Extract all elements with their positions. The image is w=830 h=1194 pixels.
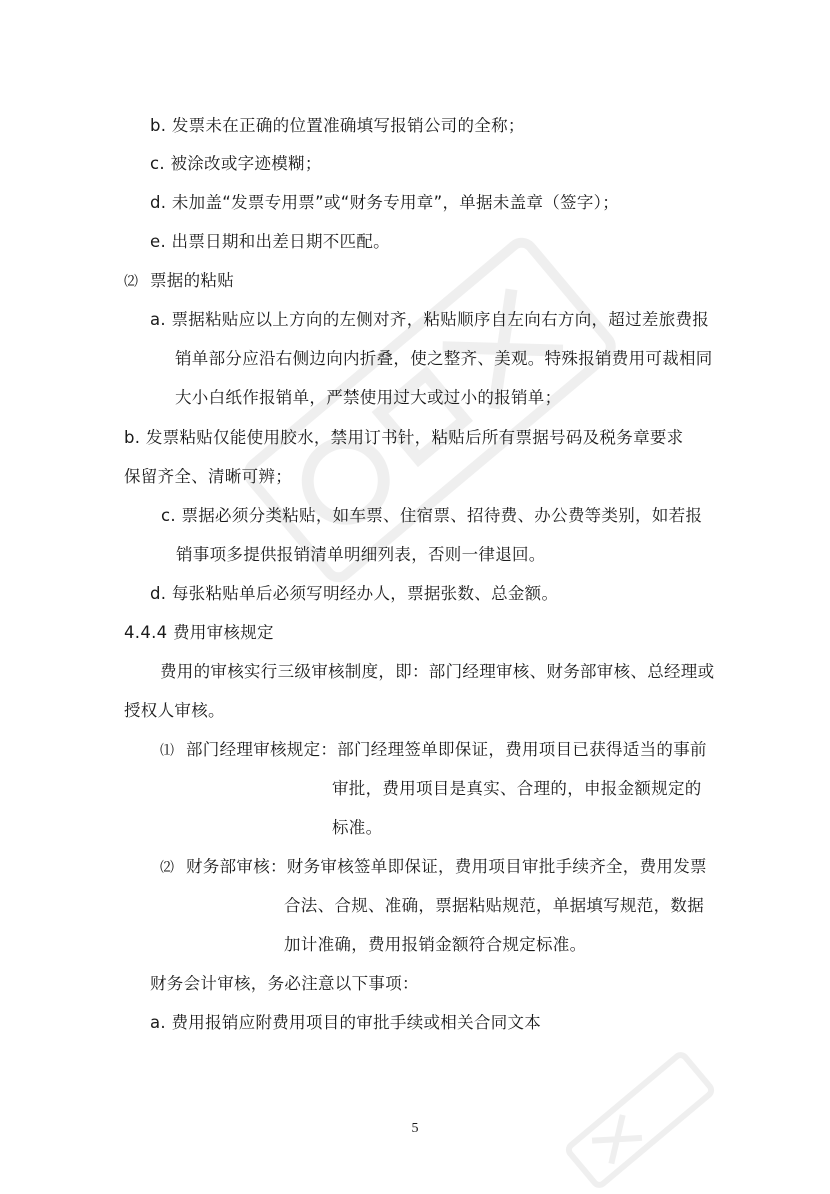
text-line: a. 费用报销应附费用项目的审批手续或相关合同文本 <box>150 1013 542 1032</box>
section-heading: 4.4.4 费用审核规定 <box>124 623 274 642</box>
text-line: 销事项多提供报销清单明细列表，否则一律退回。 <box>176 545 546 564</box>
text-line: c. 票据必须分类粘贴，如车票、住宿票、招待费、办公费等类别，如若报 <box>161 506 703 525</box>
page-number: 5 <box>411 1121 419 1136</box>
text-line: e. 出票日期和出差日期不匹配。 <box>150 232 390 251</box>
list-marker: ⑴ <box>160 743 175 759</box>
section-heading: 票据的粘贴 <box>150 271 234 290</box>
text-line: d. 未加盖“发票专用票”或“财务专用章”，单据未盖章（签字）； <box>150 193 620 212</box>
text-line: b. 发票粘贴仅能使用胶水，禁用订书针，粘贴后所有票据号码及税务章要求 <box>124 428 684 447</box>
text-line: 销单部分应沿右侧边向内折叠，使之整齐、美观。特殊报销费用可裁相同 <box>175 349 713 368</box>
text-line: 财务部审核：财务审核签单即保证，费用项目审批手续齐全，费用发票 <box>186 857 707 876</box>
text-line: 财务会计审核，务必注意以下事项： <box>150 974 419 993</box>
text-line: d. 每张粘贴单后必须写明经办人，票据张数、总金额。 <box>150 584 559 603</box>
text-line: 审批，费用项目是真实、合理的，申报金额规定的 <box>332 779 702 798</box>
text-line: c. 被涂改或字迹模糊； <box>150 154 322 173</box>
watermark-fragment-icon <box>559 1046 720 1194</box>
list-marker: ⑵ <box>124 274 139 290</box>
text-line: 保留齐全、清晰可辨； <box>124 467 292 486</box>
watermark-logo-icon <box>233 227 627 594</box>
text-line: 部门经理审核规定：部门经理签单即保证，费用项目已获得适当的事前 <box>186 740 707 759</box>
text-line: 授权人审核。 <box>124 701 225 720</box>
text-line: 标准。 <box>332 818 383 837</box>
text-line: b. 发票未在正确的位置准确填写报销公司的全称； <box>150 116 525 135</box>
list-marker: ⑵ <box>160 860 175 876</box>
text-line: 加计准确，费用报销金额符合规定标准。 <box>284 935 587 954</box>
text-line: a. 票据粘贴应以上方向的左侧对齐，粘贴顺序自左向右方向，超过差旅费报 <box>150 310 710 329</box>
text-line: 合法、合规、准确，票据粘贴规范，单据填写规范，数据 <box>284 896 704 915</box>
text-line: 费用的审核实行三级审核制度，即：部门经理审核、财务部审核、总经理或 <box>160 662 715 681</box>
text-line: 大小白纸作报销单，严禁使用过大或过小的报销单； <box>175 388 562 407</box>
